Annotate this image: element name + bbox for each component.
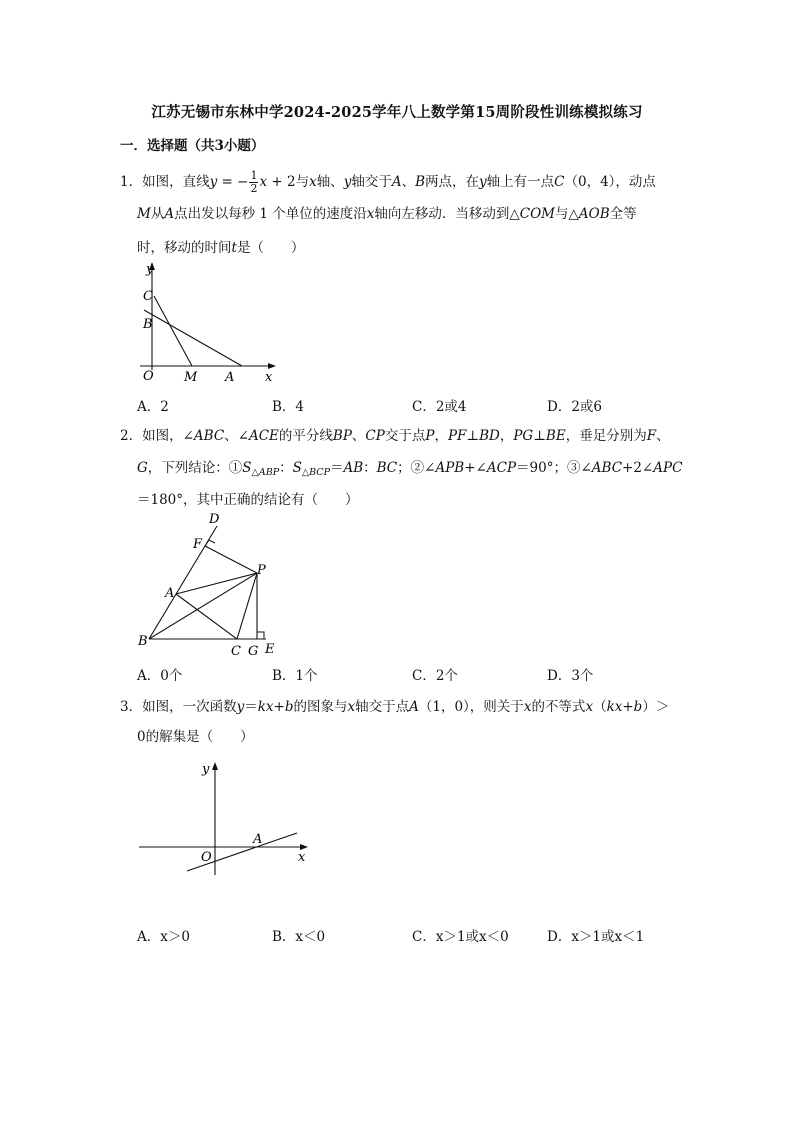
q3-label-A: A: [253, 832, 263, 847]
q2-label-B: B: [138, 634, 148, 649]
q1-label-x: x: [265, 370, 273, 385]
q1-option-d[interactable]: D．2或6: [547, 399, 603, 415]
q3-label-O: O: [201, 850, 212, 865]
page-title: 江苏无锡市东林中学2024-2025学年八上数学第15周阶段性训练模拟练习: [151, 104, 643, 121]
q2-label-C: C: [231, 644, 241, 659]
q1-label-A: A: [225, 370, 235, 385]
q1-line-CM: [154, 296, 192, 366]
q2-option-c[interactable]: C．2个: [412, 668, 458, 684]
q1-x-arrow: [268, 363, 276, 369]
fraction-one-half: $\frac{1}{2}$: [250, 169, 258, 195]
q3-figure: [135, 757, 315, 882]
q1-line-2: M从A点出发以每秒 1 个单位的速度沿x轴向左移动．当移动到△COM与△AOB全等: [137, 206, 637, 222]
q3-option-b[interactable]: B．x＜0: [272, 929, 326, 945]
q1-label-M: M: [184, 370, 198, 385]
q1-figure: [130, 258, 280, 388]
q1-label-O: O: [143, 369, 154, 384]
q3-line-1: 3．如图，一次函数y＝kx+b的图象与x轴交于点A（1，0），则关于x的不等式x（kx+b）＞: [120, 699, 670, 715]
q3-option-d[interactable]: D．x＞1或x＜1: [547, 929, 645, 945]
q2-label-G: G: [248, 644, 259, 659]
q2-label-A: A: [165, 586, 175, 601]
q3-option-c[interactable]: C．x＞1或x＜0: [412, 929, 509, 945]
q1-line-1: 1．如图，直线y = − $\frac{1}{2}$ x + 2与x轴、y轴交于A、B两点，在y轴上有一点C（0，4），动点: [120, 169, 656, 195]
q3-line-2: 0的解集是（ ）: [137, 729, 254, 745]
q2-label-E: E: [265, 642, 275, 657]
q1-label-B: B: [143, 317, 153, 332]
q1-line-AB: [144, 310, 242, 366]
q1-label-y: y: [146, 262, 154, 277]
q1-label-C: C: [143, 289, 153, 304]
q1-option-c[interactable]: C．2或4: [412, 399, 467, 415]
section-heading: 一．选择题（共3小题）: [120, 138, 265, 154]
q1-option-b[interactable]: B．4: [272, 399, 305, 415]
q2-option-b[interactable]: B．1个: [272, 668, 318, 684]
q2-label-D: D: [209, 512, 220, 527]
q1-line-3: 时，移动的时间t是（ ）: [137, 240, 305, 256]
q2-option-d[interactable]: D．3个: [547, 668, 594, 684]
q2-label-F: F: [193, 537, 203, 552]
q2-line-2: G，下列结论：$①S_{\triangle ABP}$：$S_{\triangle BCP}=AB$：BC；②∠APB+∠ACP＝90°；③∠ABC+2∠APC: [137, 460, 683, 478]
q2-right-angle-F: [205, 540, 215, 546]
q2-figure: [133, 510, 283, 660]
q2-line-3: ＝180°，其中正确的结论有（ ）: [137, 492, 359, 508]
q3-label-y: y: [202, 762, 210, 777]
q2-option-a[interactable]: A．0个: [137, 668, 183, 684]
q2-right-angle-G: [257, 632, 264, 639]
q3-y-arrow: [212, 762, 218, 770]
q2-segment-AP: [176, 573, 257, 594]
q2-segment-PF: [205, 546, 257, 573]
q2-label-P: P: [257, 563, 266, 578]
q3-option-a[interactable]: A．x＞0: [137, 929, 190, 945]
q2-segment-BP: [149, 573, 257, 639]
q1-option-a[interactable]: A．2: [137, 399, 169, 415]
q3-label-x: x: [298, 850, 306, 865]
q2-line-1: 2．如图，∠ABC、∠ACE的平分线BP、CP交于点P，PF⊥BD，PG⊥BE，垂足分别为F、: [120, 428, 670, 444]
